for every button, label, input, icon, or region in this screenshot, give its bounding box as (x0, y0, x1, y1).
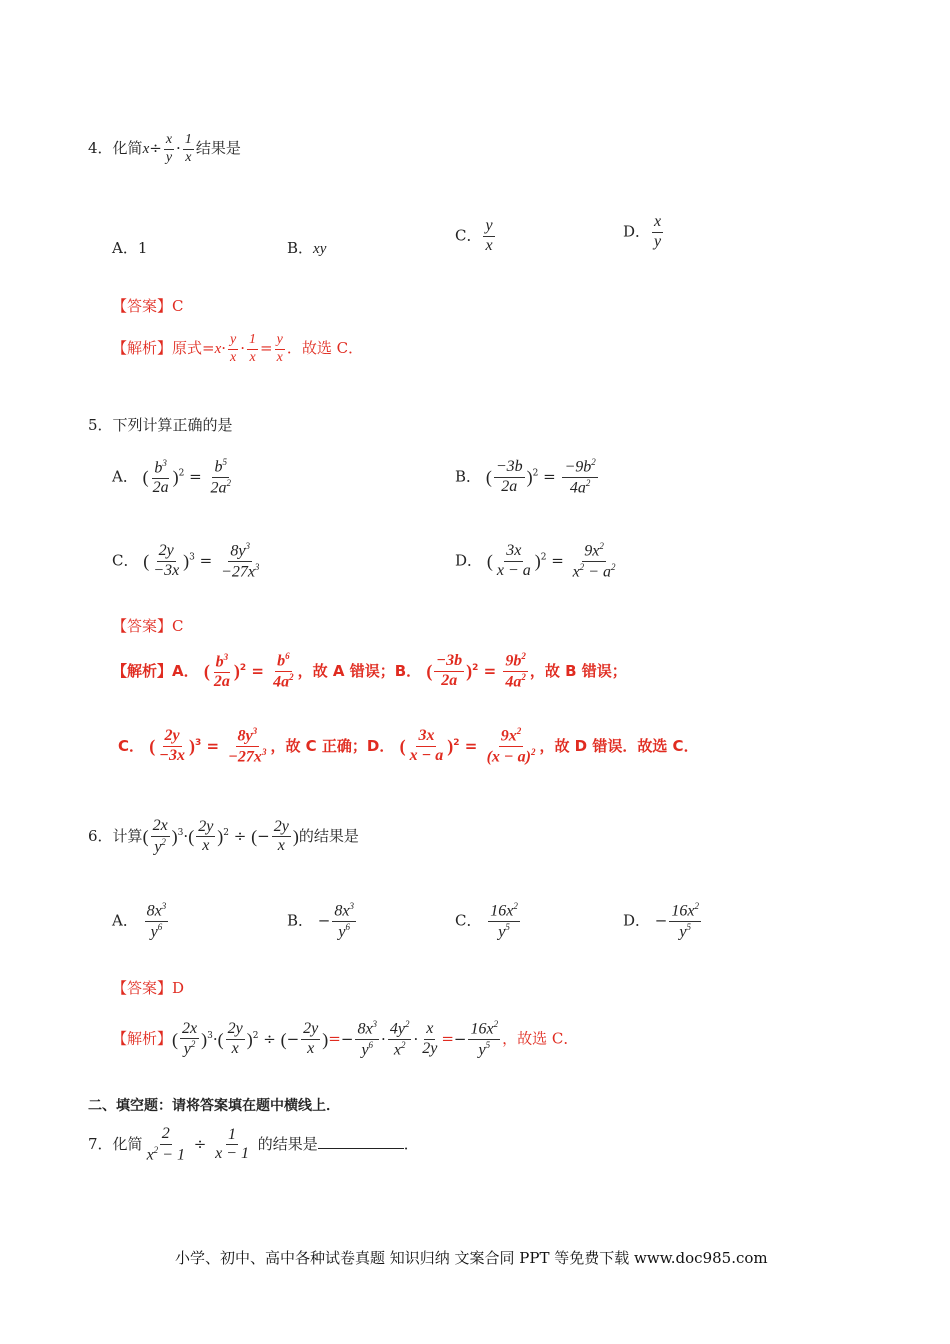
q6-option-d[interactable]: D． − $\frac{16x^2}{y^5}$ (623, 901, 699, 941)
q5-analysis-line1: 【解析】A． ( $\frac{b^3}{2a}$ )$^2$ = $\frac{b^6}{4a^2}$ ，故 A 错误；B． ( $\frac{-3b}{2a}$ )$^2$ = $\frac{9b^2}{4a^2}$ ，故 B 错误； (112, 651, 627, 691)
q4-option-c[interactable]: C． $\frac{y}{x}$ (455, 217, 493, 254)
page-footer: 小学、初中、高中各种试卷真题 知识归纳 文案合同 PPT 等免费下载 www.doc985.com (175, 1249, 768, 1267)
q4-option-a[interactable]: A．1 (112, 239, 148, 257)
q7-stem: 7．化简 $\frac{2}{x^2 - 1}$ ÷ $\frac{1}{x - 1}$ 的结果是 ． (88, 1125, 419, 1164)
q4-option-d[interactable]: D． $\frac{x}{y}$ (623, 213, 662, 250)
q5-option-c[interactable]: C． ( $\frac{2y}{-3x}$ )$^3$ = $\frac{8y^3}{-27x^3}$ (112, 541, 260, 581)
q5-option-b[interactable]: B． ( $\frac{-3b}{2a}$ )$^2$ = $\frac{-9b^2}{4a^2}$ (455, 457, 596, 497)
q6-option-a[interactable]: A． $\frac{8x^3}{y^6}$ (112, 901, 167, 941)
q5-stem: 5．下列计算正确的是 (88, 416, 233, 434)
q5-analysis-line2: C． ( $\frac{2y}{-3x}$ )$^3$ = $\frac{8y^3}{-27x^3}$ ，故 C 正确；D． ( $\frac{3x}{x - a}$ )$^2$ = $\frac{9x^2}{(x - a)^2}$ ，故 D 错误．故选 C． (118, 726, 699, 766)
q5-answer: 【答案】C (112, 617, 184, 635)
q6-option-c[interactable]: C． $\frac{16x^2}{y^5}$ (455, 901, 518, 941)
q7-answer-blank[interactable] (318, 1134, 404, 1149)
q4-option-b[interactable]: B．xy (287, 239, 327, 257)
q6-analysis: 【解析】( $\frac{2x}{y^2}$ )$^3$·( $\frac{2y}{x}$ )$^2$ ÷ (− $\frac{2y}{x}$ )=− $\frac{8x^3}{y^6}$ · $\frac{4y^2}{x^2}$ · $\frac{x}{2y}$ =− $\frac{16x^2}{y^5}$ ，故选 C． (112, 1019, 579, 1059)
q4-answer: 【答案】C (112, 297, 184, 315)
q6-option-b[interactable]: B． − $\frac{8x^3}{y^6}$ (287, 901, 354, 941)
q6-stem: 6．计算( $\frac{2x}{y^2}$ )$^3$·( $\frac{2y}{x}$ )$^2$ ÷ (− $\frac{2y}{x}$ )的结果是 (88, 817, 359, 856)
q6-answer: 【答案】D (112, 979, 185, 997)
section2-heading: 二、填空题：请将答案填在题中横线上． (88, 1098, 340, 1114)
q5-option-d[interactable]: D． ( $\frac{3x}{x - a}$ )$^2$ = $\frac{9x^2}{x^2 - a^2}$ (455, 541, 616, 581)
q4-number: 4． (88, 139, 113, 158)
q4-stem: 4．化简x÷ $\frac{x}{y}$ · $\frac{1}{x}$ 结果是 (88, 132, 241, 165)
q5-option-a[interactable]: A． ( $\frac{b^3}{2a}$ )$^2$ = $\frac{b^5}{2a^2}$ (112, 457, 231, 497)
q4-analysis: 【解析】原式=x· $\frac{y}{x}$ · $\frac{1}{x}$ = $\frac{y}{x}$ ．故选 C． (112, 332, 364, 365)
